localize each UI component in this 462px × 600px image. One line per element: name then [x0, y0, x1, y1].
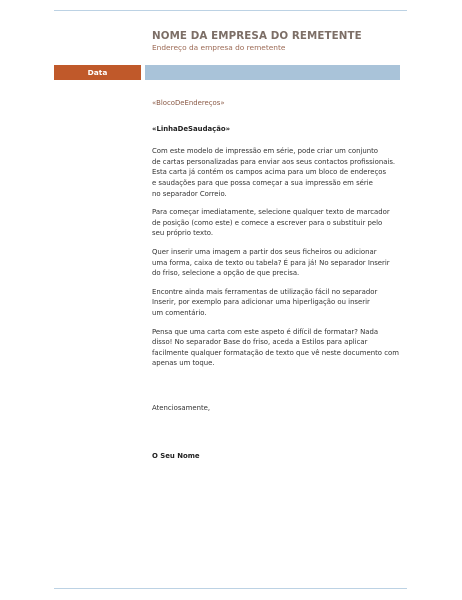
- company-address[interactable]: Endereço da empresa do remetente: [152, 43, 286, 52]
- greeting-field[interactable]: «LinhaDeSaudação»: [152, 124, 231, 133]
- body-paragraph[interactable]: [152, 287, 414, 319]
- top-rule: [54, 10, 407, 11]
- paragraph-line: Para começar imediatamente, selecione qualquer texto de marcador: [152, 208, 390, 217]
- body-paragraph[interactable]: [152, 327, 414, 369]
- paragraph-line: Esta carta já contém os campos acima para um bloco de endereços: [152, 168, 387, 177]
- paragraph-line: de cartas personalizadas para enviar aos seus contactos profissionais.: [152, 157, 396, 166]
- paragraph-line: no separador Correio.: [152, 189, 227, 198]
- paragraph-line: Com este modelo de impressão em série, pode criar um conjunto: [152, 147, 379, 156]
- paragraph-line: Inserir, por exemplo para adicionar uma hiperligação ou inserir: [152, 298, 370, 307]
- company-name[interactable]: NOME DA EMPRESA DO REMETENTE: [152, 30, 362, 42]
- paragraph-line: e saudações para que possa começar a sua impressão em série: [152, 178, 373, 187]
- paragraph-line: de posição (como este) e comece a escrever para o substituir pelo: [152, 218, 383, 227]
- address-block-field[interactable]: «BlocoDeEndereços»: [152, 99, 225, 107]
- paragraph-line: do friso, selecione a opção de que precisa.: [152, 269, 300, 278]
- body-paragraphs: [152, 146, 414, 369]
- paragraph-line: seu próprio texto.: [152, 229, 214, 238]
- paragraph-line: apenas um toque.: [152, 359, 215, 368]
- paragraph-line: Quer inserir uma imagem a partir dos seus ficheiros ou adicionar: [152, 247, 377, 256]
- body-paragraph[interactable]: [152, 207, 414, 239]
- body-paragraph[interactable]: [152, 146, 414, 199]
- paragraph-line: disso! No separador Base do friso, aceda a Estilos para aplicar: [152, 338, 368, 347]
- decorative-blue-bar: [145, 65, 400, 80]
- paragraph-line: um comentário.: [152, 308, 207, 317]
- signature-name[interactable]: O Seu Nome: [152, 452, 200, 460]
- paragraph-line: Pensa que uma carta com este aspeto é difícil de formatar? Nada: [152, 327, 379, 336]
- bottom-rule: [54, 588, 407, 589]
- body-paragraph[interactable]: [152, 247, 414, 279]
- paragraph-line: facilmente qualquer formatação de texto que vê neste documento com: [152, 348, 399, 357]
- letter-body: [152, 98, 414, 377]
- closing-text[interactable]: Atenciosamente,: [152, 404, 211, 412]
- date-field[interactable]: Data: [87, 68, 108, 77]
- paragraph-line: Encontre ainda mais ferramentas de utilização fácil no separador: [152, 287, 378, 296]
- paragraph-line: uma forma, caixa de texto ou tabela? É para já! No separador Inserir: [152, 258, 390, 267]
